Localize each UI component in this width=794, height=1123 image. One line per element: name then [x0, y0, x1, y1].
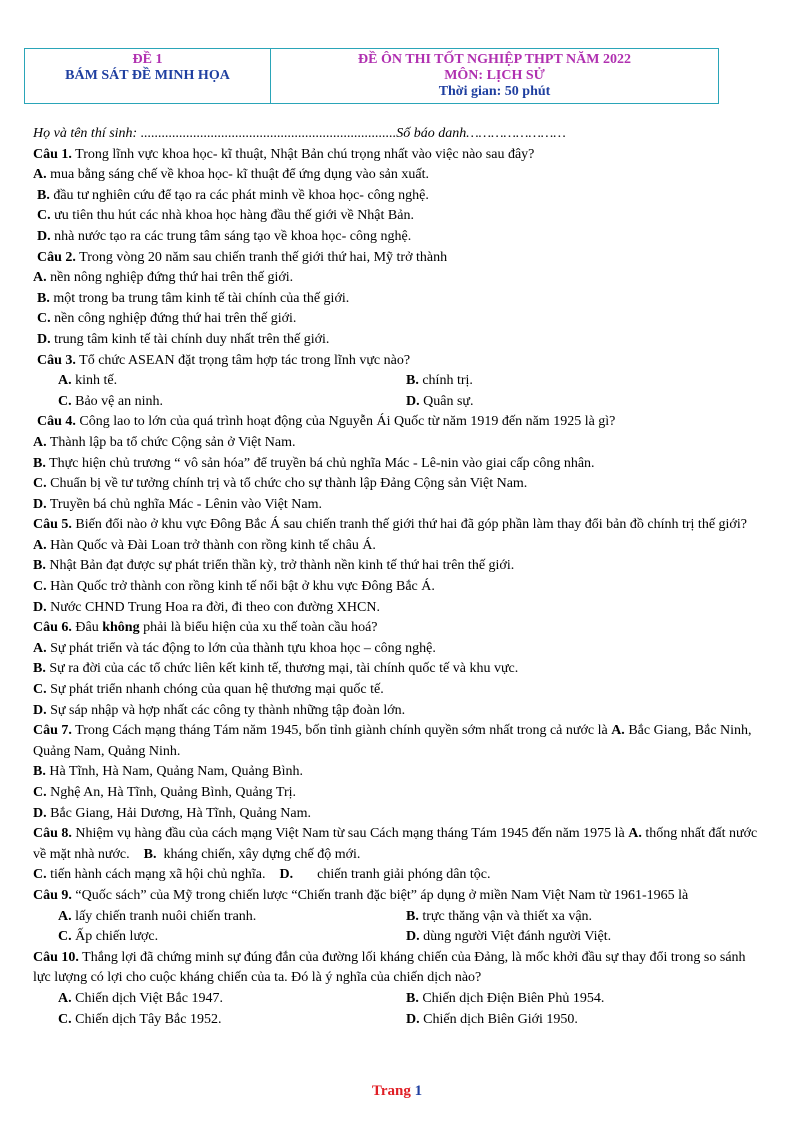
- option-label: A.: [33, 434, 47, 450]
- option-text: Sự sáp nhập và hợp nhất các công ty thành những tập đoàn lớn.: [46, 702, 406, 718]
- option-label: D.: [406, 1011, 420, 1027]
- option-label: B.: [143, 846, 157, 862]
- option-text: nhà nước tạo ra các trung tâm sáng tạo về khoa học- công nghệ.: [50, 228, 412, 244]
- answer-option: [33, 680, 763, 701]
- student-info-line: Họ và tên thí sinh: .........................................................................Số báo danh……………………: [33, 126, 566, 141]
- exam-duration: Thời gian: 50 phút: [438, 84, 551, 99]
- option-text: Chiến dịch Điện Biên Phủ 1954.: [418, 990, 605, 1006]
- question-label: Câu 7.: [33, 723, 72, 739]
- option-text: kinh tế.: [71, 373, 118, 389]
- question-text: Công lao to lớn của quá trình hoạt động của Nguyễn Ái Quốc từ năm 1919 đến năm 1925 là gì?: [75, 414, 616, 430]
- answer-option: [33, 330, 763, 351]
- exam-number: ĐỀ 1: [132, 52, 163, 67]
- question-label: Câu 5.: [33, 517, 72, 533]
- option-label: B.: [406, 373, 419, 389]
- answer-option: [33, 268, 763, 289]
- option-label: D.: [406, 393, 420, 409]
- option-text: nền nông nghiệp đứng thứ hai trên thế giới.: [46, 270, 294, 286]
- question-text: Trong vòng 20 năm sau chiến tranh thế giới thứ hai, Mỹ trở thành: [75, 249, 448, 265]
- answer-option: [33, 474, 763, 495]
- option-text: Chiến dịch Việt Bắc 1947.: [71, 990, 223, 1006]
- option-text: Ấp chiến lược.: [71, 929, 159, 945]
- answer-option: [33, 639, 763, 660]
- question-label: Câu 9.: [33, 887, 72, 903]
- exam-title: ĐỀ ÔN THI TỐT NGHIỆP THPT NĂM 2022: [358, 52, 631, 67]
- option-label: C.: [33, 867, 47, 883]
- question-text: Trong Cách mạng tháng Tám năm 1945, bốn tỉnh giành chính quyền sớm nhất trong cả nước là: [71, 723, 612, 739]
- option-text: Bắc Giang, Hải Dương, Hà Tĩnh, Quảng Nam.: [46, 805, 311, 821]
- answer-row: [33, 989, 763, 1010]
- answer-row: [33, 371, 763, 392]
- option-label: B.: [33, 558, 46, 574]
- answer-option: [406, 371, 473, 392]
- option-label: D.: [33, 496, 47, 512]
- question-label: Câu 6.: [33, 620, 72, 636]
- option-text: thống nhất đất nước về mặt nhà nước.: [33, 826, 758, 862]
- option-text: đầu tư nghiên cứu để tạo ra các phát minh về khoa học- công nghệ.: [49, 187, 429, 203]
- header-right-cell: [271, 49, 718, 103]
- question-text: phải là biểu hiện của xu thế toàn cầu hoá?: [139, 620, 378, 636]
- option-text: Quân sự.: [419, 393, 474, 409]
- option-label: A.: [33, 640, 47, 656]
- option-text: dùng người Việt đánh người Việt.: [419, 929, 612, 945]
- option-label: A.: [611, 723, 625, 739]
- option-text: Hà Tĩnh, Hà Nam, Quảng Nam, Quảng Bình.: [45, 764, 303, 780]
- exam-header: [24, 48, 719, 104]
- option-text: Chiến dịch Biên Giới 1950.: [419, 1011, 578, 1027]
- option-label: C.: [37, 311, 51, 327]
- question-1: [33, 145, 763, 166]
- question-7: [33, 721, 763, 762]
- option-label: D.: [406, 929, 420, 945]
- option-label: B.: [33, 661, 46, 677]
- option-label: B.: [33, 455, 46, 471]
- option-label: D.: [33, 599, 47, 615]
- answer-option: [58, 392, 406, 413]
- question-10: [33, 948, 763, 989]
- option-label: A.: [33, 270, 47, 286]
- option-text: kháng chiến, xây dựng chế độ mới.: [159, 846, 361, 862]
- option-text: Bắc Giang, Bắc Ninh, Quảng Nam, Quảng Ninh.: [33, 723, 752, 759]
- option-text: Sự ra đời của các tổ chức liên kết kinh tế, thương mại, tài chính quốc tế và khu vực.: [45, 661, 519, 677]
- answer-option: [33, 783, 763, 804]
- answer-option: [58, 907, 406, 928]
- option-label: D.: [37, 228, 51, 244]
- answer-option: [33, 556, 763, 577]
- option-label: A.: [58, 373, 72, 389]
- option-text: nền công nghiệp đứng thứ hai trên thế giới.: [50, 311, 297, 327]
- option-label: A.: [33, 167, 47, 183]
- option-text: tiến hành cách mạng xã hội chủ nghĩa.: [46, 867, 266, 883]
- question-2: [33, 248, 763, 269]
- option-label: D.: [33, 805, 47, 821]
- option-text: Chuẩn bị về tư tưởng chính trị và tổ chức cho sự thành lập Đảng Cộng sản Việt Nam.: [46, 476, 528, 492]
- answer-option: [33, 804, 763, 825]
- answer-option: [33, 289, 763, 310]
- answer-option: [406, 907, 592, 928]
- option-text: lấy chiến tranh nuôi chiến tranh.: [71, 908, 257, 924]
- option-text: ưu tiên thu hút các nhà khoa học hàng đầu thế giới về Nhật Bản.: [50, 208, 414, 224]
- option-label: D.: [37, 331, 51, 347]
- option-text: Hàn Quốc trở thành con rồng kinh tế nổi bật ở khu vực Đông Bắc Á.: [46, 579, 435, 595]
- question-label: Câu 10.: [33, 949, 79, 965]
- option-label: A.: [58, 908, 72, 924]
- option-text: trung tâm kinh tế tài chính duy nhất trên thế giới.: [50, 331, 330, 347]
- answer-option: [33, 536, 763, 557]
- answer-option: [33, 165, 763, 186]
- answer-option: [33, 206, 763, 227]
- exam-subtitle: BÁM SÁT ĐỀ MINH HỌA: [65, 68, 230, 83]
- answer-option: [33, 227, 763, 248]
- answer-option: [33, 186, 763, 207]
- answer-option: [58, 989, 406, 1010]
- option-text: Thực hiện chủ trương “ vô sản hóa” để truyền bá chủ nghĩa Mác - Lê-nin vào giai cấp công nhân.: [45, 455, 595, 471]
- option-label: C.: [58, 393, 72, 409]
- question-9: [33, 886, 763, 907]
- option-label: B.: [37, 290, 50, 306]
- answer-option: [58, 1010, 406, 1031]
- answer-option: [33, 433, 763, 454]
- option-text: Hàn Quốc và Đài Loan trở thành con rồng kinh tế châu Á.: [46, 537, 376, 553]
- question-text: Tổ chức ASEAN đặt trọng tâm hợp tác trong lĩnh vực nào?: [75, 352, 411, 368]
- question-5: [33, 515, 763, 536]
- header-left-cell: [25, 49, 271, 103]
- option-text: chính trị.: [418, 373, 473, 389]
- answer-option: [33, 577, 763, 598]
- option-text: Sự phát triển và tác động to lớn của thành tựu khoa học – công nghệ.: [46, 640, 436, 656]
- question-label: Câu 4.: [37, 414, 76, 430]
- question-emphasis: không: [102, 620, 140, 636]
- question-3: [33, 351, 763, 372]
- option-label: C.: [33, 682, 47, 698]
- option-label: D.: [279, 867, 294, 883]
- option-label: B.: [406, 990, 419, 1006]
- option-label: C.: [58, 1011, 72, 1027]
- answer-option: [406, 989, 604, 1010]
- question-label: Câu 2.: [37, 249, 76, 265]
- question-label: Câu 8.: [33, 826, 72, 842]
- question-text: Nhiệm vụ hàng đầu của cách mạng Việt Nam từ sau Cách mạng tháng Tám 1945 đến năm 1975 là: [71, 826, 629, 842]
- answer-option: [33, 495, 763, 516]
- answer-option: [33, 762, 763, 783]
- answer-option: [58, 371, 406, 392]
- option-label: A.: [33, 537, 47, 553]
- option-label: C.: [33, 785, 47, 800]
- option-text: Chiến dịch Tây Bắc 1952.: [71, 1011, 222, 1027]
- option-text: Bảo vệ an ninh.: [71, 393, 163, 409]
- option-text: Nước CHND Trung Hoa ra đời, đi theo con đường XHCN.: [46, 599, 380, 615]
- question-text: Thắng lợi đã chứng minh sự đúng đắn của đường lối kháng chiến của Đảng, là mốc khởi đầu sự thay đổi trong so sánh lực lượng có lợi cho cuộc kháng chiến của ta. Đó là ý nghĩa của chiến dịch nào?: [33, 949, 746, 986]
- question-text: Trong lĩnh vực khoa học- kĩ thuật, Nhật Bản chú trọng nhất vào việc nào sau đây?: [71, 146, 535, 162]
- option-text: Thành lập ba tổ chức Cộng sản ở Việt Nam.: [46, 434, 296, 450]
- answer-option: [33, 865, 763, 886]
- option-text: một trong ba trung tâm kinh tế tài chính của thế giới.: [49, 290, 350, 306]
- option-text: chiến tranh giải phóng dân tộc.: [317, 867, 491, 883]
- option-label: C.: [33, 579, 47, 595]
- option-text: Sự phát triển nhanh chóng của quan hệ thương mại quốc tế.: [46, 682, 384, 698]
- answer-row: [33, 1010, 763, 1031]
- answer-option: [33, 309, 763, 330]
- option-text: Nhật Bản đạt được sự phát triển thần kỳ, trở thành nền kinh tế thứ hai trên thế giới.: [45, 558, 515, 574]
- question-8: [33, 824, 763, 865]
- page-footer: [0, 1083, 794, 1100]
- answer-option: [33, 659, 763, 680]
- answer-option: [33, 701, 763, 722]
- question-6: [33, 618, 763, 639]
- answer-row: [33, 927, 763, 948]
- answer-option: [58, 927, 406, 948]
- question-text: Biến đổi nào ở khu vực Đông Bắc Á sau chiến tranh thế giới thứ hai đã góp phần làm thay đổi bản đồ chính trị thế giới?: [71, 517, 747, 533]
- option-label: B.: [33, 764, 46, 780]
- option-text: Truyền bá chủ nghĩa Mác - Lênin vào Việt Nam.: [46, 496, 322, 512]
- exam-content: [33, 124, 763, 1030]
- answer-row: [33, 907, 763, 928]
- answer-option: [406, 1010, 578, 1031]
- option-label: A.: [628, 826, 642, 842]
- option-label: A.: [58, 990, 72, 1006]
- page-label: Trang: [371, 1083, 411, 1099]
- answer-option: [406, 392, 474, 413]
- page-number: 1: [414, 1083, 423, 1099]
- option-label: C.: [37, 208, 51, 224]
- option-text: trực thăng vận và thiết xa vận.: [418, 908, 593, 924]
- answer-row: [33, 392, 763, 413]
- option-text: Nghệ An, Hà Tĩnh, Quảng Bình, Quảng Trị.: [46, 785, 297, 800]
- answer-option: [33, 454, 763, 475]
- option-label: D.: [33, 702, 47, 718]
- option-text: mua bằng sáng chế về khoa học- kĩ thuật để ứng dụng vào sản xuất.: [46, 167, 429, 183]
- option-label: C.: [33, 476, 47, 492]
- answer-option: [33, 598, 763, 619]
- question-text: “Quốc sách” của Mỹ trong chiến lược “Chiến tranh đặc biệt” áp dụng ở miền Nam Việt Nam từ 1961-1965 là: [71, 887, 689, 903]
- option-label: B.: [37, 187, 50, 203]
- option-label: B.: [406, 908, 419, 924]
- option-label: C.: [58, 929, 72, 945]
- exam-subject: MÔN: LỊCH SỬ: [444, 68, 545, 83]
- question-label: Câu 1.: [33, 146, 72, 162]
- question-label: Câu 3.: [37, 352, 76, 368]
- question-text: Đâu: [71, 620, 103, 636]
- answer-option: [406, 927, 611, 948]
- question-4: [33, 412, 763, 433]
